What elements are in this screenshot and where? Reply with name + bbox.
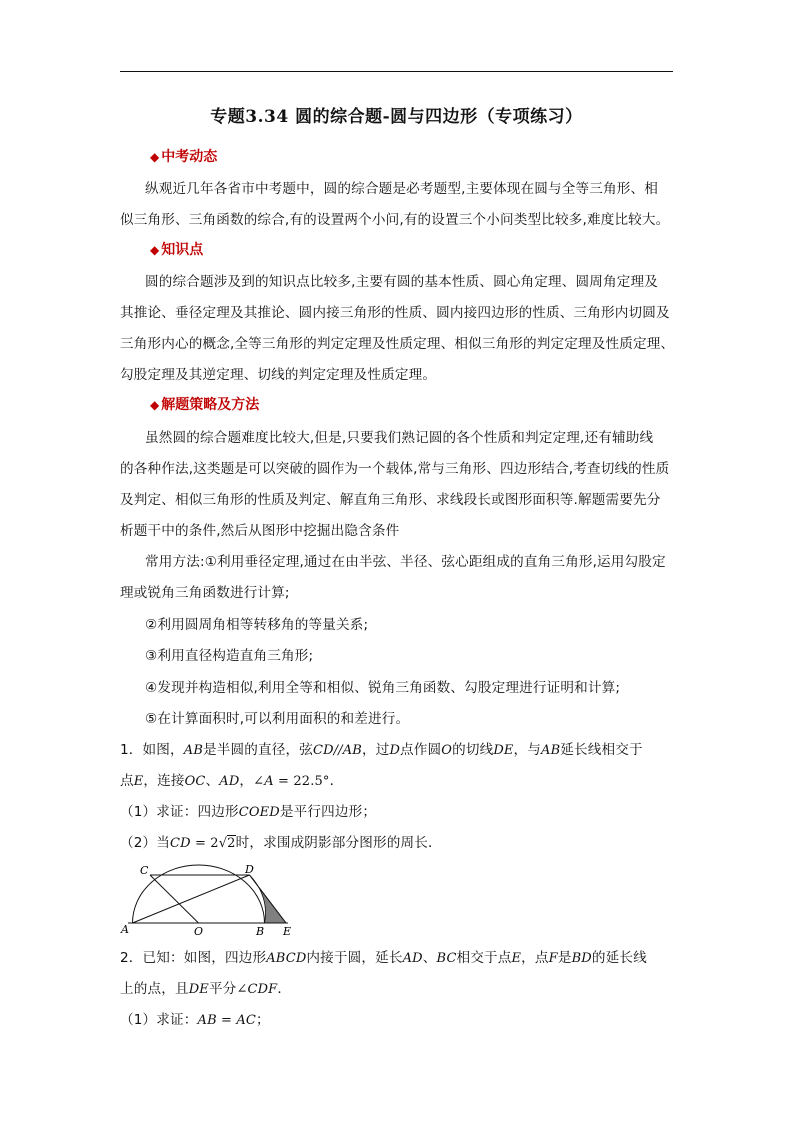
q-text: 、 <box>205 773 220 789</box>
question-2-line-1 <box>120 946 647 966</box>
paragraph-line: 的各种作法,这类题是可以突破的圆作为一个载体,常与三角形、四边形结合,考查切线的性质 <box>120 461 670 477</box>
q-math: OC <box>184 774 206 789</box>
q-text: 是平行四边形； <box>279 804 377 820</box>
q-text: 时，求围成阴影部分图形的周长． <box>235 835 442 851</box>
header-rule <box>120 71 673 72</box>
q-math: AB <box>541 743 561 758</box>
q-text: ，过 <box>361 742 390 758</box>
question-1-line-1 <box>120 738 643 758</box>
diamond-bullet-icon: ◆ <box>150 150 160 164</box>
q-math: ABCD <box>266 951 307 966</box>
q-text: （2）当 <box>120 835 171 851</box>
q-text: 是半圆的直径，弦 <box>203 742 313 758</box>
q-math: CD//AB <box>312 743 362 758</box>
section-heading-label: 知识点 <box>161 242 204 258</box>
q-math: COED <box>238 805 280 820</box>
q-math: E <box>133 774 144 789</box>
q-text: ． <box>329 773 344 789</box>
diamond-bullet-icon: ◆ <box>150 243 160 257</box>
q-math: BD <box>571 951 592 966</box>
q-math: ∠A <box>253 774 274 789</box>
sqrt-radicand: 2 <box>227 836 236 851</box>
question-2-sub-1 <box>120 1008 270 1028</box>
q-math: = 22.5° <box>273 774 330 789</box>
paragraph-line: 及判定、相似三角形的性质及判定、解直角三角形、求线段长或图形面积等.解题需要先分 <box>120 492 661 508</box>
page-title: 专题3.34 圆的综合题-圆与四边形（专项练习） <box>210 107 583 127</box>
q-math: AD <box>219 774 240 789</box>
q-text: 内接于圆，延长 <box>306 950 403 966</box>
q-text: 是 <box>557 950 572 966</box>
q-text: ； <box>256 1012 270 1028</box>
q-math: D <box>389 743 401 758</box>
q-text: 点作圆 <box>400 742 442 758</box>
label-c: C <box>140 864 149 877</box>
q-math: DE <box>188 982 209 997</box>
q-math: AB = AC <box>197 1013 257 1028</box>
section-heading-label: 解题策略及方法 <box>161 397 260 413</box>
paragraph-line: 似三角形、三角函数的综合,有的设置两个小问,有的设置三个小问类型比较多,难度比较大。 <box>120 212 670 228</box>
q-text: 相交于点 <box>456 950 512 966</box>
label-e: E <box>283 925 292 938</box>
q-text: ，与 <box>513 742 542 758</box>
method-item: ⑤在计算面积时,可以利用面积的和差进行。 <box>145 711 410 727</box>
q-text: 延长线相交于 <box>560 742 643 758</box>
label-b: B <box>256 925 265 938</box>
q-math: O <box>441 743 453 758</box>
diamond-bullet-icon: ◆ <box>150 398 160 412</box>
question-1-sub-1 <box>120 800 376 820</box>
q-math: DE <box>493 743 514 758</box>
paragraph-line: 其推论、垂径定理及其推论、圆内接三角形的性质、圆内接四边形的性质、三角形内切圆及 <box>120 305 670 321</box>
paragraph-line: 理或锐角三角函数进行计算; <box>120 585 290 601</box>
q-text: 2．已知：如图，四边形 <box>120 950 267 966</box>
method-item: ③利用直径构造直角三角形; <box>145 648 314 664</box>
q-text: ，点 <box>521 950 549 966</box>
method-item: ②利用圆周角相等转移角的等量关系; <box>145 617 369 633</box>
q-math: BC <box>436 951 457 966</box>
paragraph-line: 析题干中的条件,然后从图形中挖掘出隐含条件 <box>120 523 400 539</box>
paragraph-line: 圆的综合题涉及到的知识点比较多,主要有圆的基本性质、圆心角定理、圆周角定理及 <box>145 274 658 290</box>
semicircle-figure <box>118 860 298 938</box>
q-text: 、 <box>422 950 437 966</box>
q-math: = 2 <box>190 836 219 851</box>
paragraph-line: 常用方法:①利用垂径定理,通过在由半弦、半径、弦心距组成的直角三角形,运用勾股定 <box>145 554 666 570</box>
paragraph-line: 勾股定理及其逆定理、切线的判定定理及性质定理。 <box>120 367 437 383</box>
question-2-line-2 <box>120 977 291 997</box>
q-text: 的延长线 <box>591 950 647 966</box>
q-math: ∠CDF <box>236 982 278 997</box>
q-math: F <box>548 951 558 966</box>
q-text: ． <box>277 981 292 997</box>
q-text: （1）求证： <box>120 1012 198 1028</box>
q-text: 1．如图， <box>120 742 184 758</box>
method-item: ④发现并构造相似,利用全等和相似、锐角三角函数、勾股定理进行证明和计算; <box>145 680 621 696</box>
q-math: CD <box>170 836 191 851</box>
section-heading-exam-trends <box>150 146 217 166</box>
q-text: ， <box>239 773 254 789</box>
label-d: D <box>245 863 254 876</box>
q-text: 上的点，且 <box>120 981 189 997</box>
paragraph-line: 虽然圆的综合题难度比较大,但是,只要我们熟记圆的各个性质和判定定理,还有辅助线 <box>145 430 654 446</box>
q-math: E <box>511 951 522 966</box>
q-math: AB <box>183 743 204 758</box>
q-text: 平分 <box>208 981 237 997</box>
paragraph-line: 三角形内心的概念,全等三角形的判定定理及性质定理、相似三角形的判定定理及性质定理、 <box>120 336 675 352</box>
question-1-sub-2: （2）当CD = 2√2时，求围成阴影部分图形的周长． <box>120 835 442 851</box>
section-heading-strategies <box>150 394 259 414</box>
section-heading-knowledge-points <box>150 239 203 259</box>
q-text: ，连接 <box>143 773 185 789</box>
label-a: A <box>121 923 129 936</box>
q-text: 点 <box>120 773 134 789</box>
label-o: O <box>194 925 204 938</box>
q-text: （1）求证：四边形 <box>120 804 239 820</box>
q-math: AD <box>402 951 423 966</box>
paragraph-line: 纵观近几年各省市中考题中，圆的综合题是必考题型,主要体现在圆与全等三角形、相 <box>145 181 658 197</box>
q-text: 的切线 <box>452 742 494 758</box>
section-heading-label: 中考动态 <box>161 149 218 165</box>
question-1-line-2 <box>120 769 343 789</box>
